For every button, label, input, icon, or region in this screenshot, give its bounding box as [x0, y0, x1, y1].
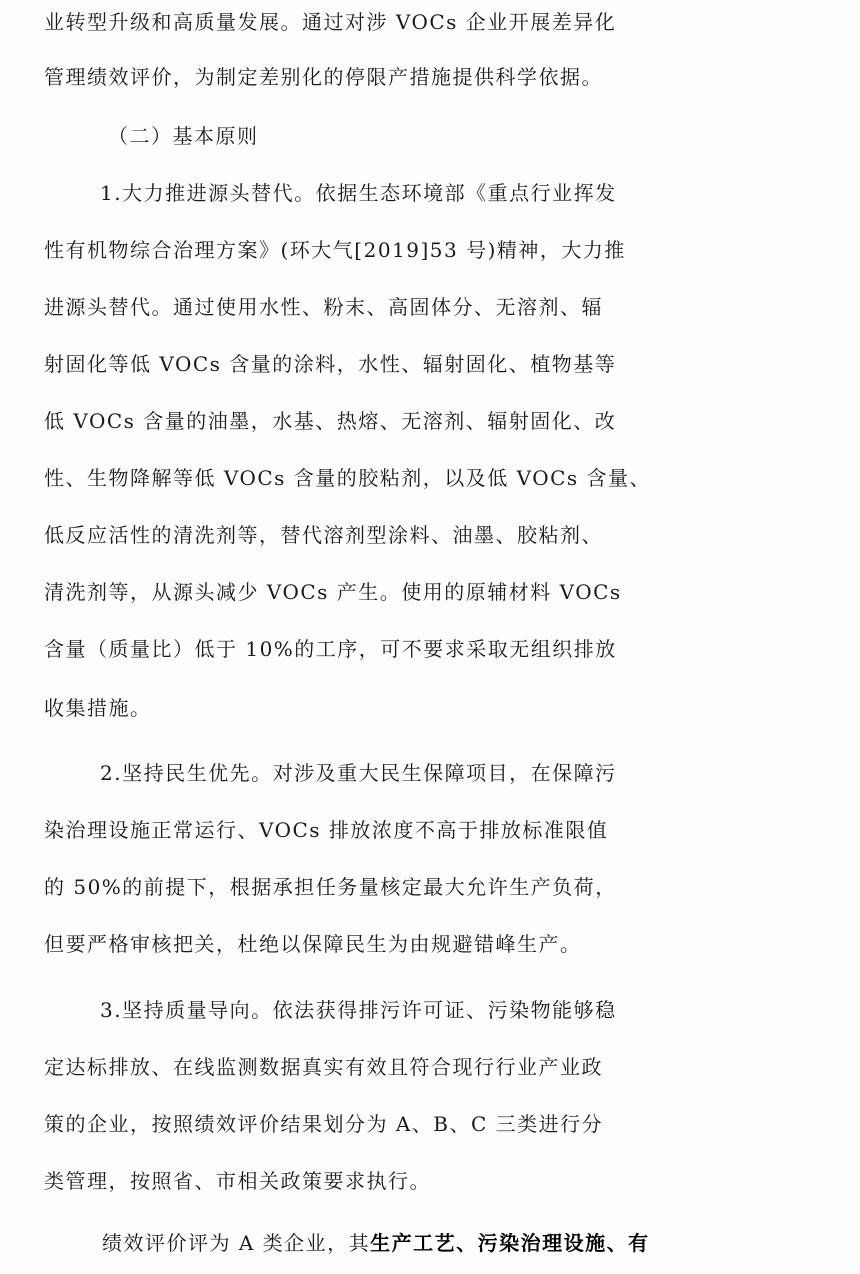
highlighted-text: 生产工艺、污染治理设施、有	[370, 1231, 650, 1255]
paragraph-line: 清洗剂等，从源头减少 VOCs 产生。使用的原辅材料 VOCs	[44, 580, 622, 604]
paragraph-line: 的 50%的前提下，根据承担任务量核定最大允许生产负荷，	[44, 875, 617, 899]
paragraph-line: 射固化等低 VOCs 含量的涂料，水性、辐射固化、植物基等	[44, 352, 617, 376]
principle-title-line: 3.坚持质量导向。依法获得排污许可证、污染物能够稳	[100, 998, 617, 1022]
paragraph-line: 含量（质量比）低于 10%的工序，可不要求采取无组织排放	[44, 637, 617, 661]
paragraph-line: 低 VOCs 含量的油墨，水基、热熔、无溶剂、辐射固化、改	[44, 409, 617, 433]
paragraph-line	[0, 1216, 860, 1270]
section-heading: （二）基本原则	[108, 124, 259, 148]
paragraph-line: 收集措施。	[44, 696, 152, 720]
paragraph-line: 但要严格审核把关，杜绝以保障民生为由规避错峰生产。	[44, 932, 582, 956]
line-text: 绩效评价评为 A 类企业，其	[102, 1231, 371, 1255]
paragraph-line: 策的企业，按照绩效评价结果划分为 A、B、C 三类进行分	[44, 1112, 604, 1136]
paragraph-line: 业转型升级和高质量发展。通过对涉 VOCs 企业开展差异化	[44, 10, 617, 34]
principle-title-line: 1.大力推进源头替代。依据生态环境部《重点行业挥发	[100, 181, 617, 205]
paragraph-line: 性有机物综合治理方案》(环大气[2019]53 号)精神，大力推	[44, 238, 626, 262]
paragraph-line: 染治理设施正常运行、VOCs 排放浓度不高于排放标准限值	[44, 818, 609, 842]
principle-title-line: 2.坚持民生优先。对涉及重大民生保障项目，在保障污	[100, 761, 617, 785]
paragraph-line: 进源头替代。通过使用水性、粉末、高固体分、无溶剂、辐	[44, 295, 603, 319]
paragraph-line: 性、生物降解等低 VOCs 含量的胶粘剂，以及低 VOCs 含量、	[44, 466, 652, 490]
paragraph-line: 低反应活性的清洗剂等，替代溶剂型涂料、油墨、胶粘剂、	[44, 523, 603, 547]
paragraph-line: 类管理，按照省、市相关政策要求执行。	[44, 1169, 431, 1193]
paragraph-line: 定达标排放、在线监测数据真实有效且符合现行行业产业政	[44, 1055, 603, 1079]
paragraph-line: 管理绩效评价，为制定差别化的停限产措施提供科学依据。	[44, 65, 603, 89]
